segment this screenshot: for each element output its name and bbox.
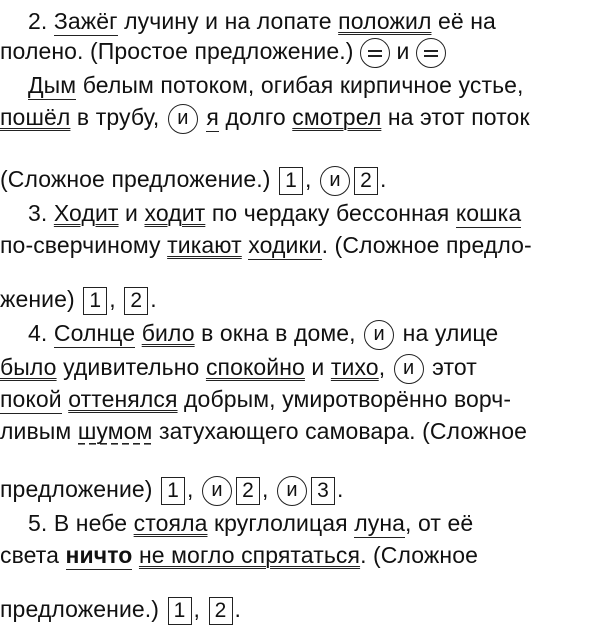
predicate-word: спокойно <box>205 354 305 380</box>
p2-line-1 <box>0 6 594 36</box>
text: полено. (Простое предложение.) <box>0 38 360 64</box>
text: и <box>118 200 145 226</box>
clause-box: 2 <box>354 167 378 195</box>
clause-box: 1 <box>83 287 107 315</box>
text: предложение.) <box>0 596 166 622</box>
text: лучину и на лопате <box>117 8 339 34</box>
p3-line-2 <box>0 230 594 260</box>
p3-line-3 <box>0 284 594 315</box>
subject-word: кошка <box>455 200 522 226</box>
text: в окна в доме, <box>194 320 363 346</box>
predicate-word: тикают <box>167 232 242 258</box>
text: , <box>187 476 201 502</box>
text: . (Сложное <box>360 542 478 568</box>
text: белым потоком, огибая кирпичное устье, <box>76 72 524 98</box>
conjunction-circle: и <box>364 320 394 350</box>
conjunction-circle: и <box>202 476 232 506</box>
p5-line-3 <box>0 594 594 625</box>
text: 5. В небе <box>28 510 134 536</box>
text: затухающего самовара. (Сложное <box>152 418 528 444</box>
subject-word: Дым <box>28 72 77 98</box>
object-word: шумом <box>77 418 153 444</box>
p2-line-4 <box>0 102 594 134</box>
predicate-word: пошёл <box>0 104 71 130</box>
conjunction-circle: и <box>394 354 424 384</box>
conjunction-circle: и <box>277 476 307 506</box>
predicate-word: оттенялся <box>68 386 178 412</box>
p5-line-2 <box>0 540 594 570</box>
p2-line-2 <box>0 36 594 68</box>
clause-box: 2 <box>124 287 148 315</box>
text: жение) <box>0 286 82 312</box>
subject-word: я <box>206 104 219 130</box>
text: , <box>304 166 318 192</box>
predicate-word: положил <box>338 8 432 34</box>
predicate-word: ходит <box>144 200 206 226</box>
text: и <box>389 38 416 64</box>
text: долго <box>218 104 293 130</box>
clause-box: 1 <box>161 477 185 505</box>
p4-line-5 <box>0 474 594 506</box>
text: , <box>109 286 123 312</box>
text: 3. <box>28 200 54 226</box>
predicate-scheme-icon <box>416 38 446 68</box>
text: удивительно <box>56 354 206 380</box>
p4-line-4 <box>0 416 594 446</box>
text: 2. <box>28 8 54 34</box>
subject-word: Солнце <box>53 320 136 346</box>
text: по чердаку бессонная <box>205 200 456 226</box>
text: , от её <box>405 510 474 536</box>
clause-box: 1 <box>168 597 192 625</box>
predicate-scheme-icon <box>360 38 390 68</box>
clause-box: 1 <box>279 167 303 195</box>
text: этот <box>425 354 477 380</box>
p4-line-3 <box>0 384 594 414</box>
predicate-word: не могло спрятаться <box>138 542 361 568</box>
text: 4. <box>28 320 54 346</box>
predicate-word: смотрел <box>292 104 382 130</box>
p2-line-3 <box>0 70 594 100</box>
text: . <box>337 476 344 502</box>
conjunction-circle: и <box>168 104 198 134</box>
p4-line-1 <box>0 318 594 350</box>
p5-line-1 <box>0 508 594 538</box>
clause-box: 3 <box>311 477 335 505</box>
p2-line-5 <box>0 164 594 196</box>
clause-box: 2 <box>236 477 260 505</box>
text: (Сложное предложение.) <box>0 166 277 192</box>
predicate-word: било <box>141 320 195 346</box>
predicate-word: было <box>0 354 57 380</box>
text: и <box>304 354 331 380</box>
text: . <box>150 286 157 312</box>
text: на этот поток <box>381 104 530 130</box>
text: . <box>234 596 242 622</box>
text: по-сверчиному <box>0 232 168 258</box>
subject-word: ходики <box>248 232 322 258</box>
subject-word: покой <box>0 386 62 412</box>
conjunction-circle: и <box>320 166 350 196</box>
text: , <box>262 476 276 502</box>
subject-word: луна <box>354 510 406 536</box>
clause-box: 2 <box>209 597 233 625</box>
text: предложение) <box>0 476 160 502</box>
p4-line-2 <box>0 352 594 384</box>
predicate-word: тихо <box>330 354 379 380</box>
predicate-word: стояла <box>133 510 208 536</box>
text: . <box>379 166 387 192</box>
subject-word: Зажёг <box>53 8 118 34</box>
text: круглолицая <box>207 510 355 536</box>
text: ливым <box>0 418 78 444</box>
text: , <box>193 596 207 622</box>
text: . (Сложное предло- <box>321 232 532 258</box>
text: в трубу, <box>70 104 166 130</box>
text: света <box>0 542 66 568</box>
text: её на <box>431 8 496 34</box>
predicate-word: Ходит <box>53 200 119 226</box>
text: добрым, умиротворённо ворч- <box>177 386 512 412</box>
p3-line-1 <box>0 198 594 228</box>
subject-word: ничто <box>65 542 133 568</box>
text: на улице <box>396 320 499 346</box>
text: , <box>378 354 392 380</box>
